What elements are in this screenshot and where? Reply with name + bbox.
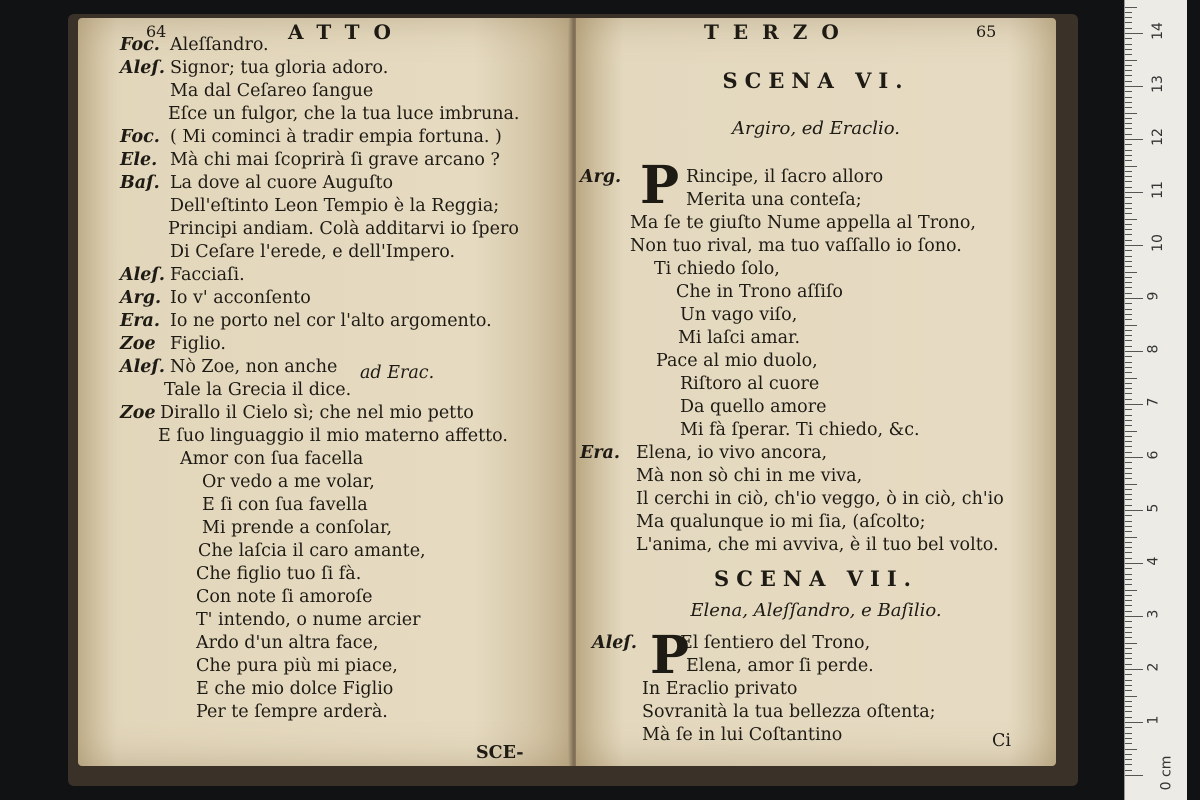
ruler-tick [1125,372,1132,373]
ruler-tick [1125,224,1132,225]
ruler-tick [1125,558,1132,559]
drop-cap-2: P [650,625,690,686]
ruler-tick [1125,81,1132,82]
ruler-label: 1 [1145,715,1162,725]
ruler-label: 14 [1149,22,1166,40]
ruler-tick [1125,330,1132,331]
ruler-tick [1125,722,1143,723]
ruler-tick [1125,102,1132,103]
verse-line: Da quello amore [680,397,827,417]
ruler-tick [1125,219,1137,220]
ruler-tick [1125,584,1132,585]
ruler-tick [1125,415,1132,416]
ruler-tick [1125,499,1132,500]
ruler-tick [1125,256,1132,257]
ruler-tick [1125,743,1132,744]
catchword-left: SCE- [476,743,524,763]
ruler-tick [1125,266,1132,267]
ruler-tick [1125,552,1132,553]
verse-line: Figlio. [170,334,226,354]
ruler-tick [1125,362,1132,363]
ruler-tick [1125,611,1132,612]
speaker-label: Foc. [120,35,160,55]
speaker-label: Foc. [120,127,160,147]
ruler-tick [1125,303,1132,304]
ruler-tick [1125,505,1132,506]
ruler-tick [1125,192,1143,193]
verse-line: Nò Zoe, non anche [170,357,338,377]
running-head-right: TERZO [704,20,853,44]
ruler-tick [1125,685,1132,686]
ruler-label: 10 [1149,234,1166,252]
verse-line: Ma ſe te giuſto Nume appella al Trono, [630,213,976,233]
ruler-tick [1125,22,1132,23]
ruler-tick [1125,531,1132,532]
ruler-label: 11 [1149,181,1166,199]
ruler-tick [1125,420,1132,421]
ruler-tick [1125,314,1132,315]
ruler-tick [1125,86,1143,87]
verse-line: Elena, io vivo ancora, [636,443,828,463]
verse-line: L'anima, che mi avviva, è il tuo bel volto. [636,535,999,555]
ruler-tick [1125,393,1132,394]
speaker-label: Era. [580,443,620,463]
ruler-tick [1125,632,1132,633]
ruler-label: 7 [1145,397,1162,407]
ruler-tick [1125,383,1132,384]
stage-direction: ad Erac. [360,363,435,383]
running-head-left: ATTO [288,20,405,44]
ruler-tick [1125,134,1132,135]
ruler-tick [1125,484,1137,485]
scene-title-7: SCENA VII. [714,566,918,591]
verse-line: Sovranità la tua bellezza oſtenta; [642,702,936,722]
ruler-tick [1125,510,1143,511]
ruler-tick [1125,637,1132,638]
speaker-label: Ele. [120,150,158,170]
ruler-label: 9 [1145,291,1162,301]
verse-line: Tale la Grecia il dice. [164,380,352,400]
verse-line: Pace al mio duolo, [656,351,818,371]
ruler-tick [1125,118,1132,119]
ruler-tick [1125,457,1143,458]
page-number-left: 64 [146,22,167,41]
speaker-label: Arg. [120,288,162,308]
verse-line: Mà non sò chi in me viva, [636,466,863,486]
ruler-tick [1125,287,1132,288]
ruler-tick [1125,54,1132,55]
ruler-tick [1125,563,1143,564]
ruler-tick [1125,542,1132,543]
ruler-label: 4 [1145,556,1162,566]
ruler-tick [1125,521,1132,522]
ruler-tick [1125,139,1143,140]
ruler-tick [1125,664,1132,665]
verse-line: La dove al cuore Auguſto [170,173,394,193]
ruler-tick [1125,431,1137,432]
verse-line: Aleſſandro. [170,35,269,55]
ruler-label: 2 [1145,662,1162,672]
verse-line: Che laſcia il caro amante, [198,541,426,561]
ruler-tick [1125,711,1132,712]
ruler-tick [1125,176,1132,177]
ruler-tick [1125,277,1132,278]
verse-line: Ma qualunque io mi ſia, (aſcolto; [636,512,926,532]
speaker-label: Zoe [120,403,156,423]
verse-line: Dirallo il Cielo sì; che nel mio petto [160,403,474,423]
ruler-label: 5 [1145,503,1162,513]
ruler-tick [1125,181,1132,182]
verse-line: E ſuo linguaggio il mio materno affetto. [158,426,508,446]
ruler-label: 8 [1145,344,1162,354]
verse-line: Che figlio tuo ſi fà. [196,564,362,584]
ruler-tick [1125,399,1132,400]
verse-line: Io v' acconſento [170,288,311,308]
verse-line: Rincipe, il ſacro alloro [686,167,884,187]
ruler-tick [1125,203,1132,204]
ruler-tick [1125,648,1132,649]
verse-line: Il cerchi in ciò, ch'io veggo, ò in ciò, ch'io [636,489,1004,509]
ruler-tick [1125,436,1132,437]
speaker-label: Baſ. [120,173,160,193]
ruler-tick [1125,425,1132,426]
ruler-tick [1125,70,1132,71]
ruler-label: 0 cm [1158,755,1175,791]
ruler-tick [1125,128,1132,129]
ruler-tick [1125,340,1132,341]
ruler-tick [1125,346,1132,347]
ruler-tick [1125,574,1132,575]
ruler-tick [1125,468,1132,469]
verse-line: Che in Trono aſſiſo [676,282,843,302]
verse-line: Merita una conteſa; [686,190,862,210]
ruler-tick [1125,309,1132,310]
ruler-tick [1125,319,1132,320]
ruler-tick [1125,759,1132,760]
ruler-tick [1125,166,1137,167]
speaker-label: Arg. [580,167,622,187]
verse-line: Con note ſi amoroſe [196,587,373,607]
speaker-label: Era. [120,311,160,331]
ruler-tick [1125,356,1132,357]
ruler-tick [1125,770,1132,771]
ruler-tick [1125,97,1132,98]
verse-line: Un vago viſo, [680,305,798,325]
speaker-label: Aleſ. [120,265,165,285]
verse-line: Mi prende a conſolar, [202,518,393,538]
verse-line: ( Mi cominci à tradir empia fortuna. ) [170,127,502,147]
ruler-label: 3 [1145,609,1162,619]
verse-line: Mi fà ſperar. Ti chiedo, &c. [680,420,920,440]
ruler-tick [1125,733,1132,734]
ruler-tick [1125,738,1132,739]
ruler-label: 6 [1145,450,1162,460]
scene-characters-7: Elena, Aleſſandro, e Baſilio. [690,600,942,621]
ruler-tick [1125,627,1132,628]
ruler-tick [1125,261,1132,262]
verse-line: Non tuo rival, ma tuo vaſſallo io ſono. [630,236,962,256]
ruler-tick [1125,298,1143,299]
ruler-tick [1125,658,1132,659]
speaker-label: Aleſ. [592,633,637,653]
ruler-tick [1125,706,1132,707]
scene-title-6: SCENA VI. [722,68,910,93]
verse-line: Che pura più mi piace, [196,656,398,676]
ruler-tick [1125,150,1132,151]
ruler-tick [1125,568,1132,569]
verse-line: Dell'eſtinto Leon Tempio è la Reggia; [170,196,500,216]
ruler-tick [1125,75,1132,76]
ruler-tick [1125,701,1132,702]
ruler-tick [1125,28,1132,29]
ruler-tick [1125,388,1132,389]
ruler-tick [1125,91,1132,92]
verse-line: Ardo d'un altra face, [196,633,379,653]
ruler-tick [1125,65,1132,66]
ruler-tick [1125,754,1132,755]
ruler-tick [1125,213,1132,214]
ruler-tick [1125,113,1137,114]
verse-line: El ſentiero del Trono, [680,633,871,653]
ruler-tick [1125,245,1143,246]
ruler-tick [1125,680,1132,681]
ruler-tick [1125,764,1132,765]
ruler-tick [1125,717,1132,718]
ruler-tick [1125,749,1137,750]
ruler-tick [1125,409,1132,410]
verse-line: Ma dal Ceſareo ſangue [170,81,374,101]
speaker-label: Aleſ. [120,58,165,78]
verse-line: E che mio dolce Figlio [196,679,394,699]
ruler-tick [1125,335,1132,336]
verse-line: Principi andiam. Colà additarvi io ſpero [168,219,519,239]
page-number-right: 65 [976,22,997,41]
ruler-tick [1125,187,1132,188]
ruler-tick [1125,727,1132,728]
verse-line: Amor con ſua facella [180,449,364,469]
ruler-tick [1125,33,1143,34]
ruler-tick [1125,17,1132,18]
ruler-tick [1125,197,1132,198]
ruler-tick [1125,605,1132,606]
ruler-tick [1125,123,1132,124]
ruler-tick [1125,325,1137,326]
verse-line: Riſtoro al cuore [680,374,820,394]
ruler-tick [1125,653,1132,654]
ruler-tick [1125,44,1132,45]
ruler-tick [1125,616,1143,617]
ruler-tick [1125,489,1132,490]
ruler-tick [1125,669,1143,670]
ruler-label: 13 [1149,75,1166,93]
ruler-label: 12 [1149,128,1166,146]
verse-line: Eſce un fulgor, che la tua luce imbruna. [168,104,520,124]
speaker-label: Zoe [120,334,156,354]
ruler-tick [1125,144,1132,145]
speaker-label: Aleſ. [120,357,165,377]
ruler-tick [1125,515,1132,516]
left-page [78,18,572,766]
verse-line: In Eraclio privato [642,679,798,699]
ruler-tick [1125,240,1132,241]
verse-line: Or vedo a me volar, [202,472,375,492]
verse-line: Io ne porto nel cor l'alto argomento. [170,311,492,331]
ruler-tick [1125,674,1132,675]
ruler-tick [1125,250,1132,251]
ruler-tick [1125,12,1132,13]
ruler-tick [1125,494,1132,495]
ruler-tick [1125,690,1132,691]
ruler-tick [1125,621,1132,622]
ruler-tick [1125,590,1137,591]
verse-line: Elena, amor ſi perde. [686,656,874,676]
ruler-tick [1125,155,1132,156]
ruler-tick [1125,441,1132,442]
verse-line: Mà ſe in lui Coſtantino [642,725,843,745]
ruler-tick [1125,600,1132,601]
verse-line: Mi laſci amar. [678,328,801,348]
ruler-tick [1125,229,1132,230]
ruler-tick [1125,579,1132,580]
verse-line: E ſi con ſua favella [202,495,368,515]
ruler-tick [1125,351,1143,352]
ruler-tick [1125,452,1132,453]
ruler-tick [1125,378,1137,379]
ruler-tick [1125,38,1132,39]
ruler-tick [1125,282,1132,283]
ruler-tick [1125,404,1143,405]
verse-line: Mà chi mai ſcoprirà ſi grave arcano ? [170,150,500,170]
ruler-tick [1125,526,1132,527]
ruler-tick [1125,7,1137,8]
catchword-right: Ci [992,731,1011,751]
ruler-tick [1125,367,1132,368]
ruler-tick [1125,595,1132,596]
verse-line: Per te ſempre arderà. [196,702,388,722]
verse-line: Facciaſi. [170,265,245,285]
ruler-tick [1125,462,1132,463]
ruler-tick [1125,208,1132,209]
ruler-tick [1125,537,1137,538]
verse-line: Di Ceſare l'erede, e dell'Impero. [170,242,456,262]
ruler-tick [1125,272,1137,273]
drop-cap-1: P [640,155,680,216]
ruler-tick [1125,775,1143,776]
right-page [576,18,1056,766]
verse-line: Ti chiedo ſolo, [654,259,780,279]
ruler-tick [1125,473,1132,474]
ruler-tick [1125,160,1132,161]
verse-line: Signor; tua gloria adoro. [170,58,389,78]
ruler-tick [1125,478,1132,479]
scene-characters-6: Argiro, ed Eraclio. [732,118,900,139]
ruler-tick [1125,49,1132,50]
ruler-tick [1125,171,1132,172]
ruler-tick [1125,293,1132,294]
measuring-ruler [1124,0,1187,800]
ruler-tick [1125,60,1137,61]
ruler-tick [1125,446,1132,447]
ruler-tick [1125,234,1132,235]
verse-line: T' intendo, o nume arcier [196,610,421,630]
ruler-tick [1125,107,1132,108]
ruler-tick [1125,547,1132,548]
ruler-tick [1125,696,1137,697]
ruler-tick [1125,643,1137,644]
